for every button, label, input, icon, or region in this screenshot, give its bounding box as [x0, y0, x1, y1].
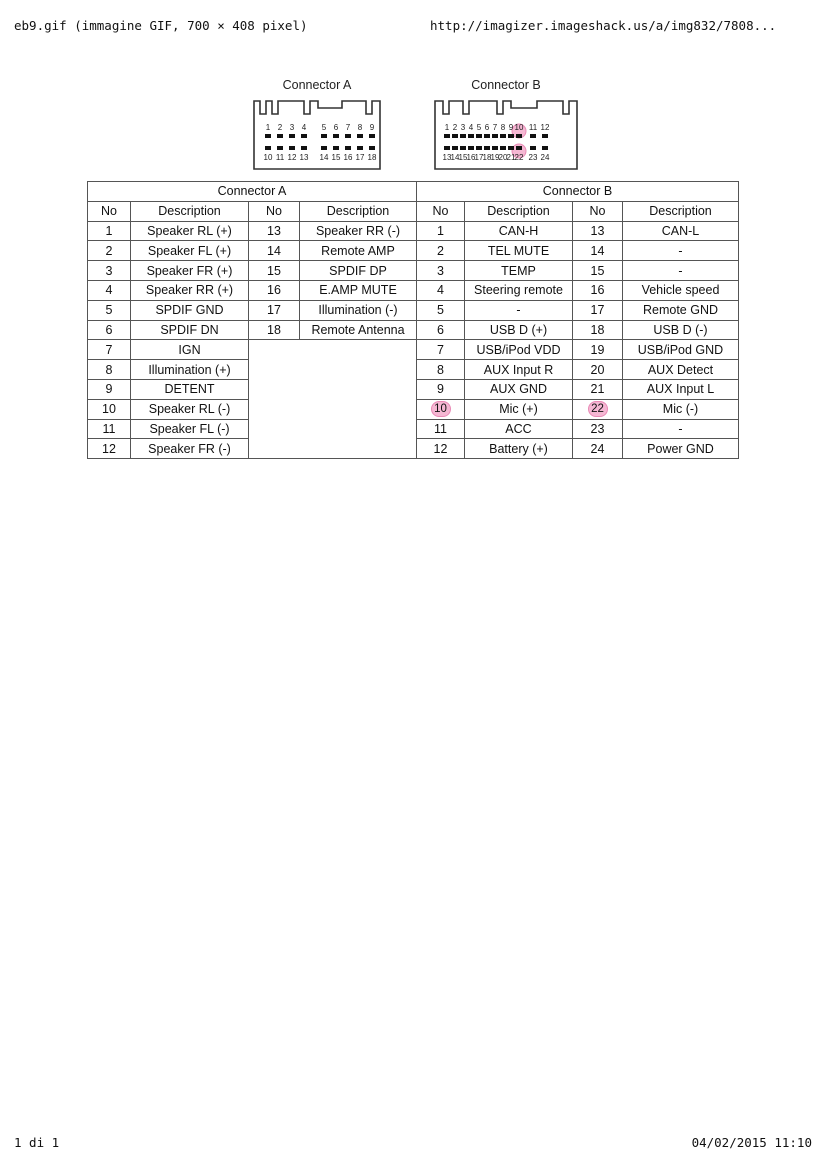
- col-no: No: [417, 201, 465, 221]
- connector-a-pin-label: 5: [321, 123, 327, 132]
- table-cell: CAN-H: [465, 221, 573, 241]
- connector-a-pin: [357, 146, 363, 150]
- table-cell: Remote GND: [623, 300, 739, 320]
- connector-b-pin: [468, 146, 474, 150]
- table-cell: USB/iPod VDD: [465, 340, 573, 360]
- connector-a-pin: [301, 146, 307, 150]
- table-cell: 15: [573, 261, 623, 281]
- connector-b-pin-label: 18: [482, 153, 492, 162]
- connector-b-pin: [500, 134, 506, 138]
- highlighted-pin-number: 10: [431, 401, 451, 417]
- connector-b-pin-label: 20: [498, 153, 508, 162]
- connector-a-pin-label: 12: [287, 153, 297, 162]
- table-cell: -: [623, 241, 739, 261]
- connector-b-pin: [516, 146, 522, 150]
- table-cell: 13: [573, 221, 623, 241]
- col-no: No: [573, 201, 623, 221]
- print-header-title: eb9.gif (immagine GIF, 700 × 408 pixel): [14, 18, 308, 33]
- table-cell: -: [623, 261, 739, 281]
- connector-b-pin: [476, 146, 482, 150]
- connector-a-pin-label: 9: [369, 123, 375, 132]
- table-cell: Speaker RL (-): [131, 399, 249, 419]
- table-cell: 2: [88, 241, 131, 261]
- connector-a-pin-label: 1: [265, 123, 271, 132]
- table-cell: 19: [573, 340, 623, 360]
- table-cell: SPDIF GND: [131, 300, 249, 320]
- table-cell: 8: [417, 360, 465, 380]
- connector-b-header: Connector B: [417, 182, 739, 202]
- connector-b-pin-label: 10: [514, 123, 524, 132]
- table-row: [88, 261, 739, 281]
- connector-b-pin: [542, 134, 548, 138]
- table-cell: Steering remote: [465, 280, 573, 300]
- connector-a-pin: [277, 134, 283, 138]
- table-cell: Speaker FR (+): [131, 261, 249, 281]
- connector-b-pin: [444, 146, 450, 150]
- connector-b-pin-label: 17: [474, 153, 484, 162]
- table-row: [88, 300, 739, 320]
- connector-b-pin-label: 3: [460, 123, 466, 132]
- table-cell: 10: [88, 399, 131, 419]
- connector-a-pin-label: 4: [301, 123, 307, 132]
- table-cell: SPDIF DP: [300, 261, 417, 281]
- table-row: [88, 241, 739, 261]
- connector-b-pin-label: 2: [452, 123, 458, 132]
- connector-b-pin-label: 13: [442, 153, 452, 162]
- table-row: [88, 280, 739, 300]
- connector-a-pin: [345, 134, 351, 138]
- highlighted-pin-number: 22: [588, 401, 608, 417]
- col-description: Description: [300, 201, 417, 221]
- empty-cell-block: [249, 340, 417, 459]
- table-cell: 4: [88, 280, 131, 300]
- table-cell: 17: [249, 300, 300, 320]
- table-cell: Speaker FL (+): [131, 241, 249, 261]
- table-cell: AUX GND: [465, 379, 573, 399]
- table-cell: Illumination (-): [300, 300, 417, 320]
- connector-b-pin: [452, 134, 458, 138]
- connector-a-pin: [357, 134, 363, 138]
- table-cell: Battery (+): [465, 439, 573, 459]
- connector-a-pin-label: 11: [275, 153, 285, 162]
- connector-b-pin: [468, 134, 474, 138]
- col-description: Description: [131, 201, 249, 221]
- table-cell: 1: [417, 221, 465, 241]
- table-cell: 18: [573, 320, 623, 340]
- table-cell: 3: [88, 261, 131, 281]
- connector-b-pin-label: 15: [458, 153, 468, 162]
- table-cell: Speaker RL (+): [131, 221, 249, 241]
- table-cell: Power GND: [623, 439, 739, 459]
- connector-b-pin-label: 1: [444, 123, 450, 132]
- table-cell: ACC: [465, 419, 573, 439]
- connector-b-pin-label: 14: [450, 153, 460, 162]
- table-cell: SPDIF DN: [131, 320, 249, 340]
- col-no: No: [88, 201, 131, 221]
- connector-a-pin-label: 2: [277, 123, 283, 132]
- print-header-url: http://imagizer.imageshack.us/a/img832/7808...: [430, 18, 777, 33]
- pinout-table: [87, 181, 739, 459]
- connector-b-pin-label: 6: [484, 123, 490, 132]
- table-row: [88, 221, 739, 241]
- table-cell: 21: [573, 379, 623, 399]
- col-description: Description: [465, 201, 573, 221]
- table-cell: 7: [417, 340, 465, 360]
- table-cell: E.AMP MUTE: [300, 280, 417, 300]
- table-cell: CAN-L: [623, 221, 739, 241]
- connector-a-pin: [369, 134, 375, 138]
- connector-a-header: Connector A: [88, 182, 417, 202]
- table-cell: AUX Detect: [623, 360, 739, 380]
- connector-a-pin: [321, 134, 327, 138]
- connector-b-pin: [530, 146, 536, 150]
- connector-a-pin: [345, 146, 351, 150]
- table-cell: AUX Input L: [623, 379, 739, 399]
- connector-a-pin-label: 18: [367, 153, 377, 162]
- table-cell: -: [465, 300, 573, 320]
- table-cell: 12: [88, 439, 131, 459]
- connector-b-pin-label: 4: [468, 123, 474, 132]
- table-cell: USB D (+): [465, 320, 573, 340]
- connector-b-pin-label: 5: [476, 123, 482, 132]
- connector-b-pin: [508, 134, 514, 138]
- connector-b-pin: [492, 134, 498, 138]
- connector-a-pin-label: 8: [357, 123, 363, 132]
- connector-b-pin-label: 7: [492, 123, 498, 132]
- print-footer-page: 1 di 1: [14, 1135, 60, 1150]
- table-cell: DETENT: [131, 379, 249, 399]
- connector-a-pin-label: 3: [289, 123, 295, 132]
- table-cell: 4: [417, 280, 465, 300]
- table-cell: 15: [249, 261, 300, 281]
- connector-b-pin: [476, 134, 482, 138]
- connector-b-pin-label: 22: [514, 153, 524, 162]
- col-no: No: [249, 201, 300, 221]
- connector-b-pin-label: 16: [466, 153, 476, 162]
- table-cell: Speaker RR (+): [131, 280, 249, 300]
- connector-b-title: Connector B: [471, 78, 541, 92]
- table-cell: 1: [88, 221, 131, 241]
- table-cell: 17: [573, 300, 623, 320]
- connector-b-pin-label: 24: [540, 153, 550, 162]
- table-cell: IGN: [131, 340, 249, 360]
- connector-b-pin-label: 8: [500, 123, 506, 132]
- connector-a-pin: [265, 146, 271, 150]
- connector-b-pin: [492, 146, 498, 150]
- table-cell: 23: [573, 419, 623, 439]
- connector-b-pin: [500, 146, 506, 150]
- table-cell: 5: [417, 300, 465, 320]
- connector-a-drawing: [252, 96, 382, 172]
- table-cell: TEMP: [465, 261, 573, 281]
- table-row: [88, 320, 739, 340]
- connector-b-pin-label: 21: [506, 153, 516, 162]
- connector-a-pin-label: 7: [345, 123, 351, 132]
- table-cell: 9: [417, 379, 465, 399]
- table-cell: -: [623, 419, 739, 439]
- connector-a-pin-label: 15: [331, 153, 341, 162]
- connector-b-pin: [530, 134, 536, 138]
- table-cell: Remote Antenna: [300, 320, 417, 340]
- table-cell: Speaker FL (-): [131, 419, 249, 439]
- connector-b-pin-label: 23: [528, 153, 538, 162]
- connector-a-pin: [265, 134, 271, 138]
- connector-b-pin: [460, 146, 466, 150]
- connector-b-pin: [484, 146, 490, 150]
- connector-b-pin-label: 9: [508, 123, 514, 132]
- connector-a-pin: [301, 134, 307, 138]
- connector-a-pin-label: 13: [299, 153, 309, 162]
- table-cell: 11: [417, 419, 465, 439]
- connector-b-pin: [516, 134, 522, 138]
- connector-b-pin-label: 11: [528, 123, 538, 132]
- table-cell: 6: [417, 320, 465, 340]
- table-cell: 14: [249, 241, 300, 261]
- table-cell: Mic (+): [465, 399, 573, 419]
- table-cell: Vehicle speed: [623, 280, 739, 300]
- connector-a-pin: [277, 146, 283, 150]
- table-cell: 13: [249, 221, 300, 241]
- connector-a-pin-label: 10: [263, 153, 273, 162]
- table-cell: Illumination (+): [131, 360, 249, 380]
- table-cell: AUX Input R: [465, 360, 573, 380]
- connector-b-pin: [460, 134, 466, 138]
- connector-a-pin-label: 17: [355, 153, 365, 162]
- connector-b-pin: [542, 146, 548, 150]
- connector-a-pin-label: 14: [319, 153, 329, 162]
- connector-b-pin-label: 19: [490, 153, 500, 162]
- table-cell: 9: [88, 379, 131, 399]
- connector-a-pin: [321, 146, 327, 150]
- print-footer-datetime: 04/02/2015 11:10: [691, 1135, 812, 1150]
- connector-a-title: Connector A: [282, 78, 352, 92]
- table-cell: 3: [417, 261, 465, 281]
- connector-b-pin: [444, 134, 450, 138]
- connector-a-pin: [369, 146, 375, 150]
- table-cell: [573, 399, 623, 419]
- col-description: Description: [623, 201, 739, 221]
- table-cell: Speaker FR (-): [131, 439, 249, 459]
- table-cell: 12: [417, 439, 465, 459]
- connector-b-pin: [508, 146, 514, 150]
- table-cell: 24: [573, 439, 623, 459]
- table-cell: Speaker RR (-): [300, 221, 417, 241]
- connector-a-pin-label: 6: [333, 123, 339, 132]
- table-cell: 8: [88, 360, 131, 380]
- table-cell: 20: [573, 360, 623, 380]
- connector-a-pin: [289, 134, 295, 138]
- connector-a-pin: [333, 134, 339, 138]
- connector-b-pin: [452, 146, 458, 150]
- connector-a-pin: [289, 146, 295, 150]
- table-cell: TEL MUTE: [465, 241, 573, 261]
- connector-a-pin-label: 16: [343, 153, 353, 162]
- connector-b-drawing: [433, 96, 579, 172]
- table-cell: 5: [88, 300, 131, 320]
- table-cell: 18: [249, 320, 300, 340]
- table-cell: 11: [88, 419, 131, 439]
- connector-b-pin: [484, 134, 490, 138]
- table-cell: [417, 399, 465, 419]
- table-cell: Remote AMP: [300, 241, 417, 261]
- table-row: [88, 340, 739, 360]
- table-cell: USB/iPod GND: [623, 340, 739, 360]
- table-cell: USB D (-): [623, 320, 739, 340]
- table-cell: 14: [573, 241, 623, 261]
- table-cell: 16: [249, 280, 300, 300]
- table-cell: 6: [88, 320, 131, 340]
- table-cell: 7: [88, 340, 131, 360]
- table-cell: 2: [417, 241, 465, 261]
- connector-a-pin: [333, 146, 339, 150]
- table-cell: 16: [573, 280, 623, 300]
- table-cell: Mic (-): [623, 399, 739, 419]
- connector-b-pin-label: 12: [540, 123, 550, 132]
